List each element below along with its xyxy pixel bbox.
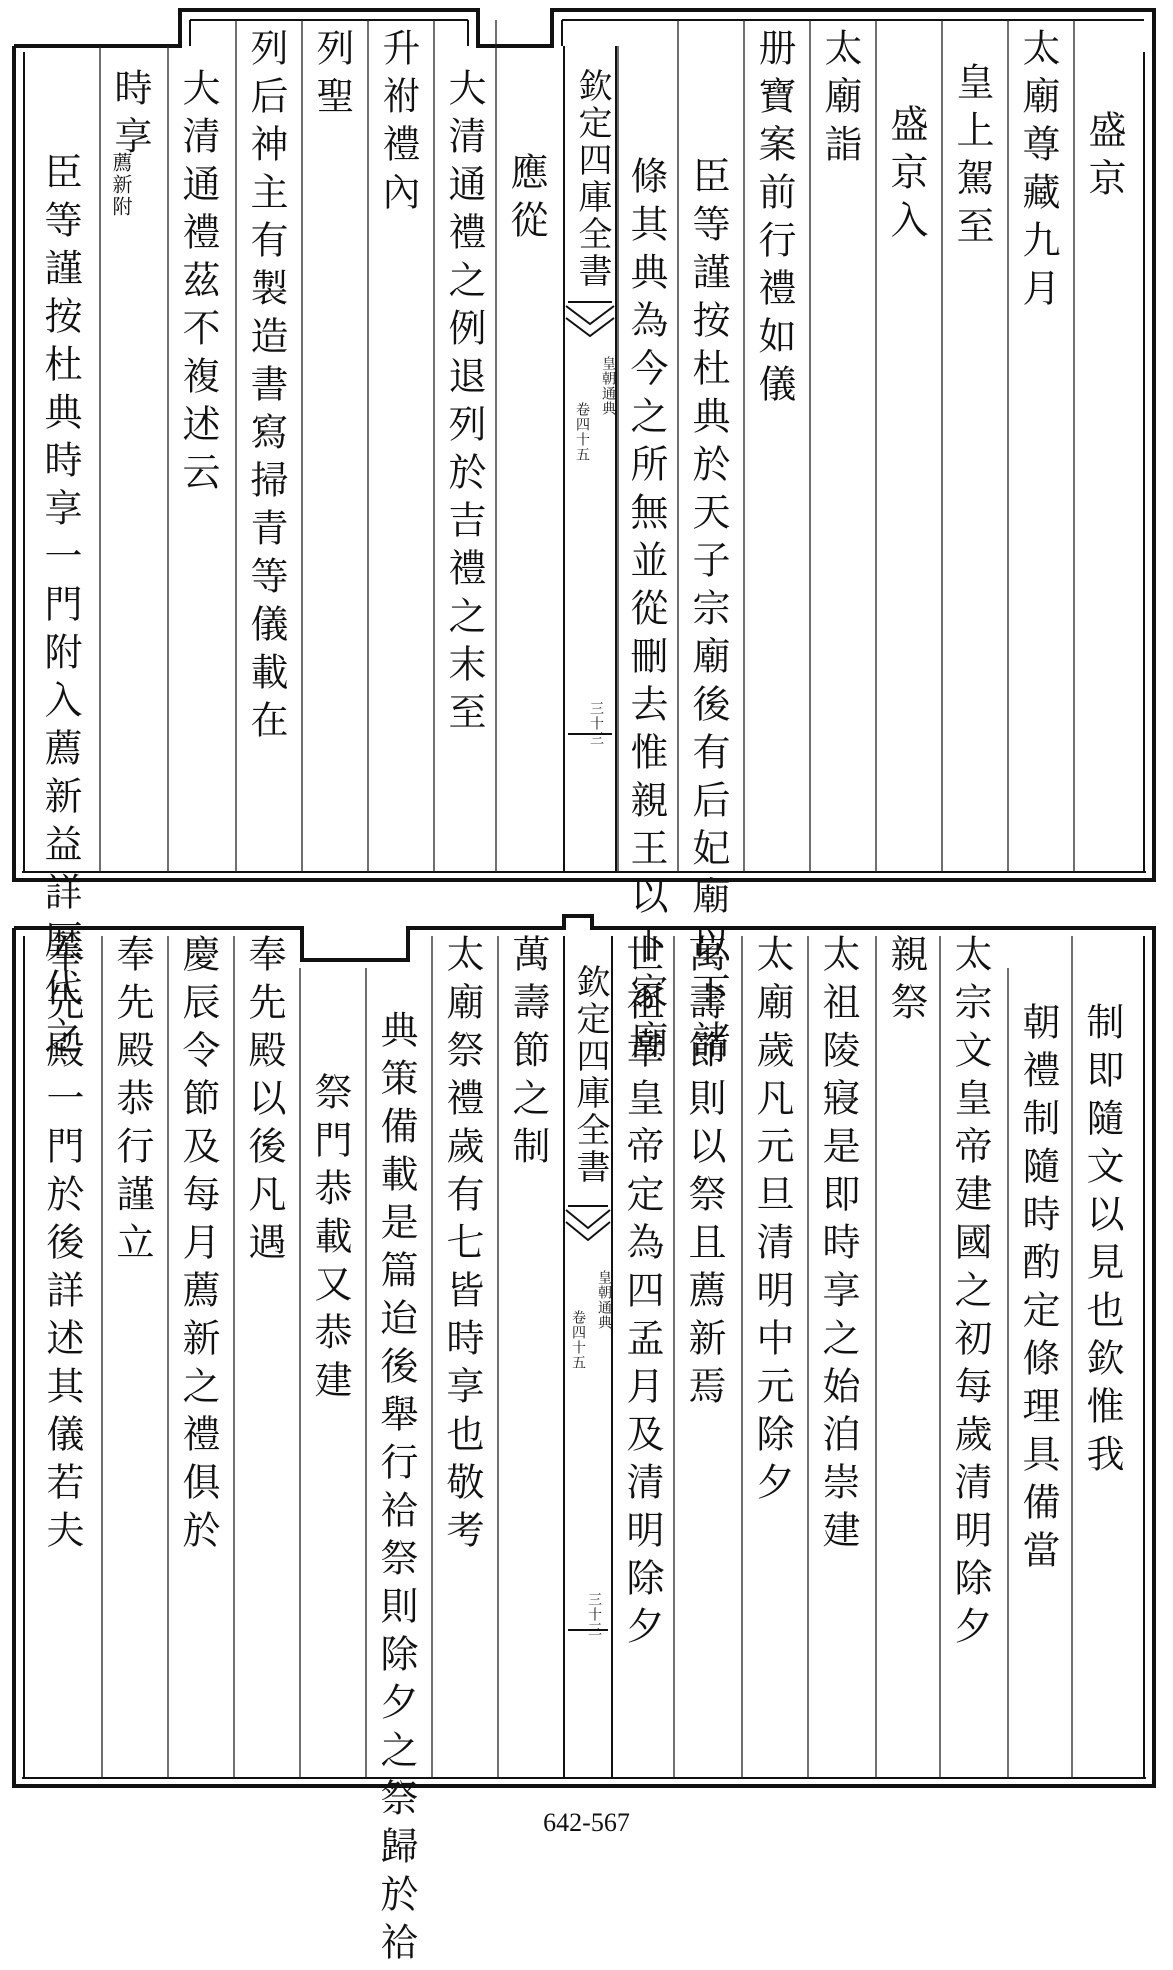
text-column: 典策備載是篇迨後舉行祫祭則除夕之祭歸於祫 [374,1010,418,1970]
text-column: 世祖章皇帝定為四孟月及清明除夕 [620,934,664,1654]
text-column: 大清通禮茲不複述云 [176,68,220,500]
text-column: 大清通禮之例退列於吉禮之末至 [442,68,486,740]
fold-volume: 卷四十五 [570,1310,586,1370]
text-column: 太祖陵寢是即時享之始洎崇建 [816,934,860,1558]
text-column: 制即隨文以見也欽惟我 [1080,1002,1124,1482]
text-column: 盛京入 [884,104,928,248]
text-column: 臣等謹按杜典時享一門附入薦新益詳歷代之 [38,152,82,1064]
text-column: 太廟祭禮歲有七皆時享也敬考 [440,934,484,1558]
text-column: 太宗文皇帝建國之初每歲清明除夕 [948,934,992,1654]
text-column: 親祭 [884,934,928,1030]
text-column: 列聖 [310,28,354,124]
text-column: 奉先殿恭行謹立 [110,934,154,1270]
text-column: 臣等謹按杜典於天子宗廟後有后妃廟以下諸 [686,156,730,1068]
text-column: 列后神主有製造書寫掃青等儀載在 [244,28,288,748]
page-number: 642-567 [543,1808,630,1837]
text-column: 萬壽節則以祭且薦新焉 [682,934,726,1414]
fold-page-number: 三十三 [586,1592,602,1637]
text-column: 太廟歲凡元旦清明中元除夕 [750,934,794,1510]
header-title: 欽定四庫全書 [572,68,612,290]
text-column: 應從 [504,152,548,248]
text-column: 祭門恭載又恭建 [308,1072,352,1408]
text-column: 太廟詣 [818,28,862,172]
text-column: 太廟尊藏九月 [1016,28,1060,316]
text-column: 册寶案前行禮如儀 [752,28,796,412]
text-column: 奉先殿一門於後詳述其儀若夫 [40,934,84,1558]
fold-volume: 卷四十五 [574,402,590,462]
text-column: 條其典為今之所無並從刪去惟親王以下家廟 [624,156,668,1068]
text-column: 朝禮制隨時酌定條理具備當 [1016,1002,1060,1578]
text-column: 皇上駕至 [950,62,994,254]
text-column: 慶辰令節及每月薦新之禮俱於 [176,934,220,1558]
subnote-column: 薦新附 [109,152,133,218]
text-column: 萬壽節之制 [506,934,550,1174]
text-column: 升祔禮內 [376,28,420,220]
text-column: 時享 [108,68,152,164]
fold-page-number: 三十三 [588,701,604,746]
text-column: 盛京 [1082,110,1126,206]
text-column: 奉先殿以後凡遇 [242,934,286,1270]
header-title: 欽定四庫全書 [570,964,610,1186]
fold-book-title: 皇朝通典 [600,356,616,416]
fold-book-title: 皇朝通典 [596,1270,612,1330]
